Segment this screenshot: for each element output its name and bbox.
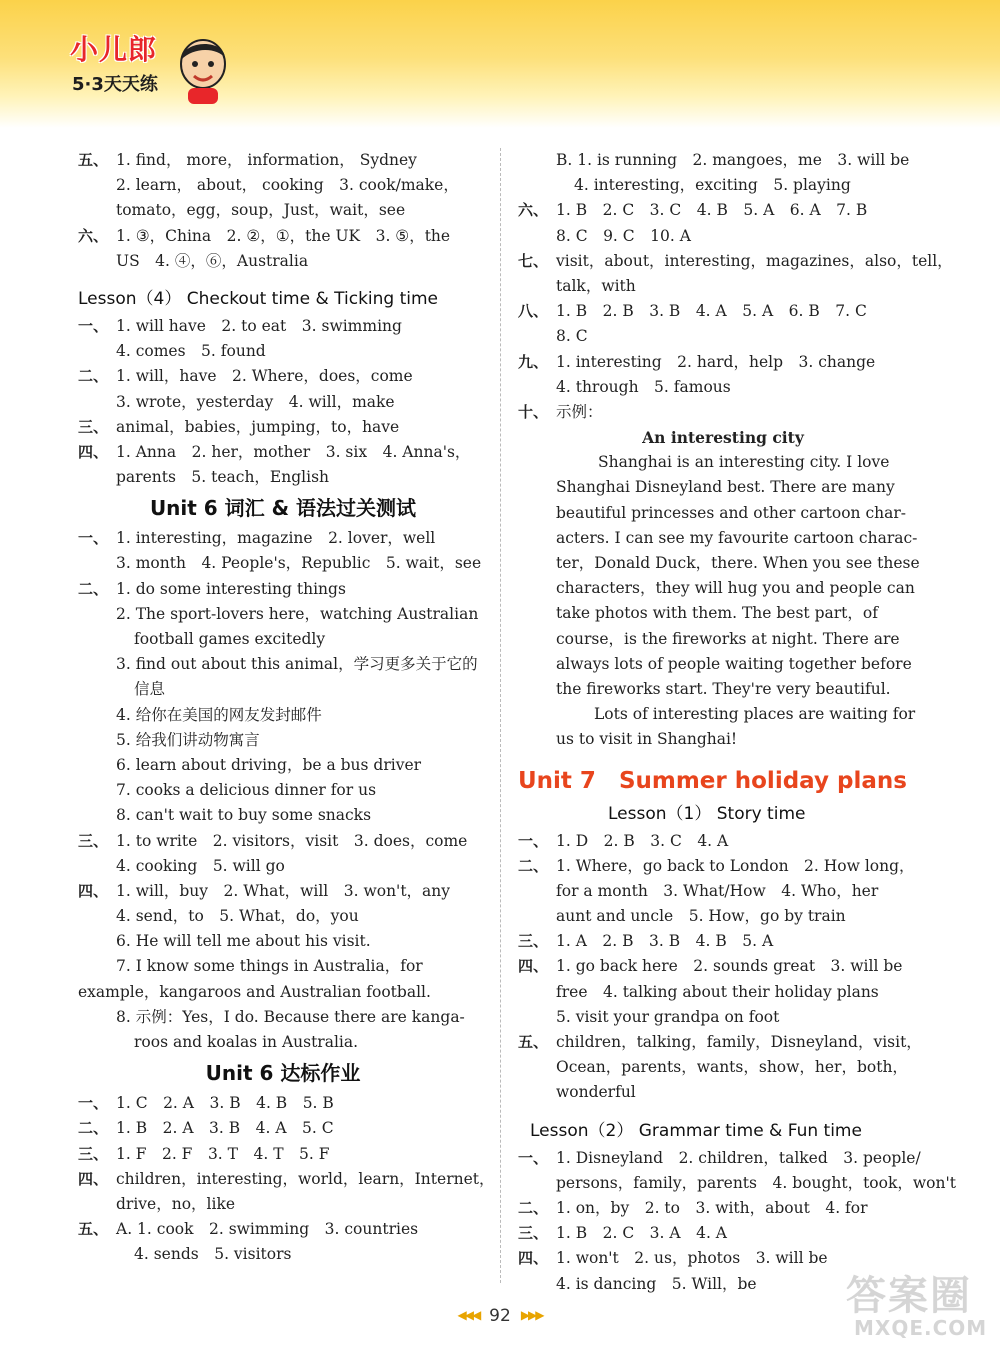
answer-line: aunt and uncle 5. How，go by train xyxy=(556,907,846,926)
answer-line: 4. interesting，exciting 5. playing xyxy=(574,176,851,195)
answer-line: 4. sends 5. visitors xyxy=(134,1245,292,1264)
section-title: Unit 6 达标作业 xyxy=(205,1061,361,1086)
watermark-text: 答案圈 xyxy=(846,1273,972,1319)
answer-line: 五、 children，talking，family，Disneyland，visit， xyxy=(518,1033,922,1051)
answer-line: for a month 3. What/How 4. Who，her xyxy=(556,881,879,900)
answer-line: 3. wrote，yesterday 4. will，make xyxy=(116,392,395,411)
answer-line: 三、 1. to write 2. visitors，visit 3. does，come xyxy=(78,831,468,850)
column-divider xyxy=(500,148,501,1283)
answer-line: 五、 A. 1. cook 2. swimming 3. countries xyxy=(78,1220,419,1239)
answer-line: 7. I know some things in Australia，for xyxy=(116,957,423,976)
answer-line: 四、 1. go back here 2. sounds great 3. will be xyxy=(518,957,903,976)
answer-line: 8. C xyxy=(556,327,588,346)
brand-logo xyxy=(62,28,232,108)
essay-line: characters，they will hug you and people can xyxy=(556,579,915,598)
essay-line: course，is the fireworks at night. There are xyxy=(556,629,900,648)
section-title: Unit 6 词汇 & 语法过关测试 xyxy=(149,496,417,521)
right-column xyxy=(518,148,956,1297)
logo-title: 小儿郎 xyxy=(70,33,158,66)
answer-line: 6. He will tell me about his visit. xyxy=(116,932,371,951)
answer-line: 一、 1. Disneyland 2. children，talked 3. people/ xyxy=(518,1148,921,1167)
answer-line: 7. cooks a delicious dinner for us xyxy=(116,781,377,800)
mascot-icon xyxy=(174,34,232,106)
answer-line: example，kangaroos and Australian football. xyxy=(78,982,431,1001)
answer-line: B. 1. is running 2. mangoes，me 3. will be xyxy=(556,151,910,169)
answer-line: 六、 1. B 2. C 3. C 4. B 5. A 6. A 7. B xyxy=(518,201,868,220)
answer-line: 二、 1. do some interesting things xyxy=(78,579,346,598)
essay-line: acters. I can see my favourite cartoon charac- xyxy=(556,528,918,547)
answer-line: Ocean，parents，wants，show，her，both， xyxy=(556,1058,908,1077)
answer-line: 三、 1. B 2. C 3. A 4. A xyxy=(518,1224,727,1243)
answer-line: 三、 1. F 2. F 3. T 4. T 5. F xyxy=(78,1144,330,1163)
answer-line: 二、 1. Where，go back to London 2. How long， xyxy=(518,856,915,875)
answer-line: 4. is dancing 5. Will，be xyxy=(556,1274,757,1293)
answer-line: free 4. talking about their holiday plans xyxy=(556,982,879,1001)
essay-line: Shanghai Disneyland best. There are many xyxy=(556,478,895,497)
previous-arrows-icon: ◀◀◀ xyxy=(457,1308,480,1322)
unit-title: Unit 7 Summer holiday plans xyxy=(518,767,907,794)
answer-line: 十、 示例： xyxy=(518,402,603,421)
answer-line: 二、 1. will，have 2. Where，does，come xyxy=(78,367,413,386)
answer-line: 三、 1. A 2. B 3. B 4. B 5. A xyxy=(518,932,774,951)
answer-line: 4. cooking 5. will go xyxy=(116,856,285,875)
essay-line: Lots of interesting places are waiting for xyxy=(594,705,916,724)
answer-line: 四、 1. will，buy 2. What，will 3. won't，any xyxy=(78,881,451,900)
lesson-heading: Lesson（1） Story time xyxy=(608,803,806,824)
logo-subtitle: 5·3天天练 xyxy=(72,74,158,95)
answer-line: 八、 1. B 2. B 3. B 4. A 5. A 6. B 7. C xyxy=(518,302,867,321)
answer-line: 六、 1. ③，China 2. ②，①，the UK 3. ⑤，the xyxy=(78,226,451,245)
answer-line: 5. visit your grandpa on foot xyxy=(556,1007,780,1026)
answer-line: 4. through 5. famous xyxy=(556,377,731,396)
answer-line: football games excitedly xyxy=(134,630,326,648)
essay-line: take photos with them. The best part，of xyxy=(556,604,878,623)
answer-line: 九、 1. interesting 2. hard，help 3. change xyxy=(518,352,876,371)
answer-line: 七、 visit，about，interesting，magazines，also，tell， xyxy=(518,251,953,270)
answer-line: 一、 1. D 2. B 3. C 4. A xyxy=(518,831,729,850)
lesson-heading: Lesson（4） Checkout time & Ticking time xyxy=(78,288,439,309)
answer-line: 5. 给我们讲动物寓言 xyxy=(116,730,260,749)
lesson-heading: Lesson（2） Grammar time & Fun time xyxy=(530,1120,862,1141)
answer-line: drive，no，like xyxy=(116,1194,236,1213)
answer-line: 一、 1. will have 2. to eat 3. swimming xyxy=(78,316,402,335)
answer-line: 一、 1. interesting，magazine 2. lover，well xyxy=(78,529,436,548)
answer-line: 信息 xyxy=(134,680,166,699)
answer-line: 二、 1. B 2. A 3. B 4. A 5. C xyxy=(78,1119,334,1138)
answer-line: wonderful xyxy=(556,1083,636,1102)
left-column xyxy=(78,148,495,1268)
answer-line: 3. find out about this animal，学习更多关于它的 xyxy=(116,655,478,674)
answer-line: 8. 示例：Yes，I do. Because there are kanga- xyxy=(116,1007,465,1026)
answer-line: US 4. ④，⑥，Australia xyxy=(116,251,309,270)
answer-line: 二、 1. on，by 2. to 3. with，about 4. for xyxy=(518,1198,868,1217)
answer-line: persons，family，parents 4. bought，took，won't xyxy=(556,1173,956,1192)
answer-line: 2. learn， about， cooking 3. cook/make， xyxy=(116,176,459,195)
answer-line: 4. 给你在美国的网友发封邮件 xyxy=(116,705,322,724)
essay-line: Shanghai is an interesting city. I love xyxy=(598,453,890,472)
answer-line: roos and koalas in Australia. xyxy=(134,1033,359,1051)
answer-line: talk，with xyxy=(556,276,636,295)
essay-title: An interesting city xyxy=(642,428,804,448)
answer-line: tomato，egg，soup，Just，wait，see xyxy=(116,201,406,220)
answer-line: 三、 animal，babies，jumping，to，have xyxy=(78,417,400,436)
answer-line: 一、 1. C 2. A 3. B 4. B 5. B xyxy=(78,1094,334,1113)
essay-line: ter，Donald Duck，there. When you see these xyxy=(556,554,920,572)
answer-line: 2. The sport-lovers here，watching Australian xyxy=(116,604,479,623)
answer-line: 五、 1. find， more， information， Sydney xyxy=(78,151,417,169)
answer-line: 6. learn about driving，be a bus driver xyxy=(116,755,422,774)
answer-line: 四、 1. Anna 2. her，mother 3. six 4. Anna's， xyxy=(78,442,471,461)
essay-line: us to visit in Shanghai! xyxy=(556,730,738,749)
page-number: 92 xyxy=(489,1306,511,1326)
answer-line: 8. C 9. C 10. A xyxy=(556,226,691,245)
answer-line: 3. month 4. People's，Republic 5. wait，see xyxy=(116,554,482,573)
answer-line: 8. can't wait to buy some snacks xyxy=(116,806,372,825)
answer-line: 4. comes 5. found xyxy=(116,342,266,361)
next-arrows-icon: ▶▶▶ xyxy=(520,1308,543,1322)
answer-line: 四、 children，interesting，world，learn，Internet， xyxy=(78,1169,495,1188)
header-banner xyxy=(0,0,1000,128)
essay-line: the fireworks start. They're very beautiful. xyxy=(556,679,891,698)
essay-line: always lots of people waiting together before xyxy=(556,654,912,673)
watermark-url: MXQE.COM xyxy=(854,1316,988,1340)
answer-line: 4. send，to 5. What，do，you xyxy=(116,907,359,926)
site-watermark xyxy=(842,1262,992,1358)
answer-line: parents 5. teach，English xyxy=(116,468,330,487)
essay-line: beautiful princesses and other cartoon char- xyxy=(556,503,907,522)
answer-line: 四、 1. won't 2. us，photos 3. will be xyxy=(518,1249,828,1268)
